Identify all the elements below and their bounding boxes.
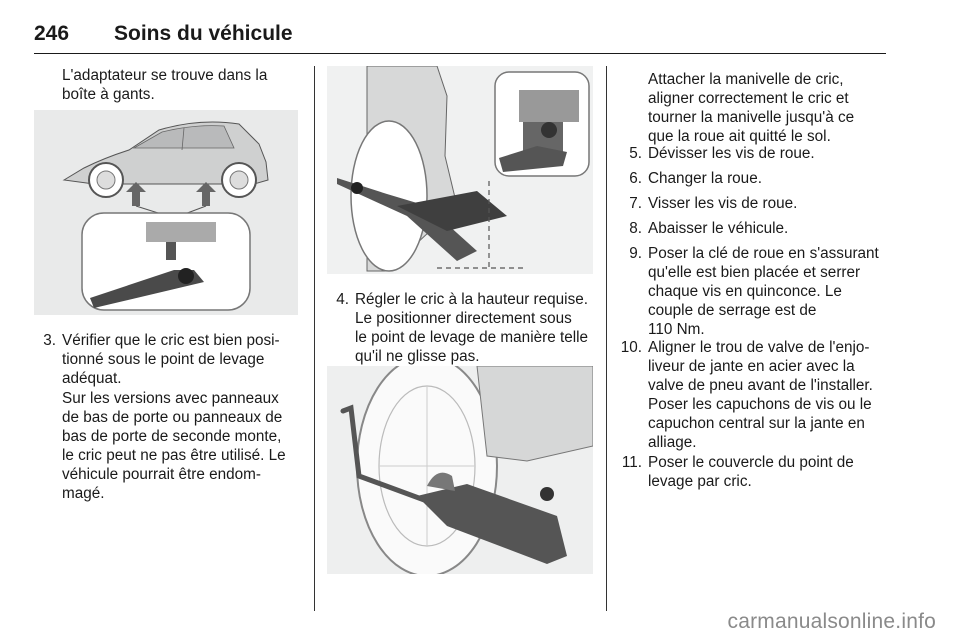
figure-jack-crank <box>327 366 593 574</box>
text-line: magé. <box>62 485 105 502</box>
page-number: 246 <box>34 22 70 45</box>
text-line: qu'elle est bien placée et serrer <box>648 264 861 281</box>
text-line: Changer la roue. <box>648 170 762 187</box>
text-line: de bas de porte ou panneaux de <box>62 409 283 426</box>
text-line: véhicule pourrait être endom- <box>62 466 261 483</box>
step-text <box>648 169 890 188</box>
step-text <box>648 244 890 339</box>
step-text <box>648 338 890 395</box>
text-line: 110 Nm. <box>648 321 705 338</box>
text-line: aligner correctement le cric et <box>648 90 849 107</box>
figure-car-jacking-points <box>34 110 298 315</box>
text-line: Aligner le trou de valve de l'enjo- <box>648 339 870 356</box>
step-text <box>648 144 890 163</box>
column-divider-2 <box>606 66 607 611</box>
text-line: Vérifier que le cric est bien posi- <box>62 332 280 349</box>
text-line: Attacher la manivelle de cric, <box>648 71 844 88</box>
step-number: 10. <box>620 339 642 356</box>
jack-position-illustration <box>327 66 593 274</box>
column-divider-1 <box>314 66 315 611</box>
text-line: Poser la clé de roue en s'assurant <box>648 245 879 262</box>
text-line: boîte à gants. <box>62 86 155 103</box>
text-line: L'adaptateur se trouve dans la <box>62 67 268 84</box>
text-line: que la roue ait quitté le sol. <box>648 128 831 145</box>
step-text <box>62 331 302 388</box>
intro-text <box>62 66 307 104</box>
text-line: valve de pneu avant de l'installer. <box>648 377 873 394</box>
text-line: adéquat. <box>62 370 122 387</box>
watermark: carmanualsonline.info <box>727 610 936 633</box>
text-line: chaque vis en quinconce. Le <box>648 283 842 300</box>
text-line: Régler le cric à la hauteur requise. <box>355 291 588 308</box>
text-line: Poser les capuchons de vis ou le <box>648 396 872 413</box>
step-number: 3. <box>43 332 56 349</box>
step-text <box>355 290 603 366</box>
step-number: 8. <box>629 220 642 237</box>
text-line: qu'il ne glisse pas. <box>355 348 480 365</box>
text-line: couple de serrage est de <box>648 302 817 319</box>
step-number: 5. <box>629 145 642 162</box>
text-line: alliage. <box>648 434 697 451</box>
step-3-note <box>62 389 307 503</box>
car-jacking-illustration <box>34 110 298 315</box>
step-text <box>648 194 890 213</box>
text-line: Dévisser les vis de roue. <box>648 145 815 162</box>
step-number: 4. <box>336 291 349 308</box>
text-line: levage par cric. <box>648 473 752 490</box>
page-title: Soins du véhicule <box>114 22 293 45</box>
text-line: Visser les vis de roue. <box>648 195 798 212</box>
crank-instructions <box>648 70 888 146</box>
step-number: 7. <box>629 195 642 212</box>
text-line: Sur les versions avec panneaux <box>62 390 279 407</box>
text-line: Le positionner directement sous <box>355 310 572 327</box>
figure-jack-position <box>327 66 593 274</box>
step-10-note <box>648 395 888 452</box>
step-number: 9. <box>629 245 642 262</box>
jack-crank-illustration <box>327 366 593 574</box>
text-line: liveur de jante en acier avec la <box>648 358 855 375</box>
text-line: bas de porte de seconde monte, <box>62 428 282 445</box>
text-line: Abaisser le véhicule. <box>648 220 789 237</box>
text-line: tionné sous le point de levage <box>62 351 265 368</box>
text-line: le cric peut ne pas être utilisé. Le <box>62 447 286 464</box>
page-header <box>34 20 886 54</box>
step-number: 6. <box>629 170 642 187</box>
step-text <box>648 453 890 491</box>
text-line: le point de levage de manière telle <box>355 329 589 346</box>
step-number: 11. <box>621 454 642 471</box>
text-line: Poser le couvercle du point de <box>648 454 854 471</box>
text-line: capuchon central sur la jante en <box>648 415 865 432</box>
step-text <box>648 219 890 238</box>
text-line: tourner la manivelle jusqu'à ce <box>648 109 855 126</box>
